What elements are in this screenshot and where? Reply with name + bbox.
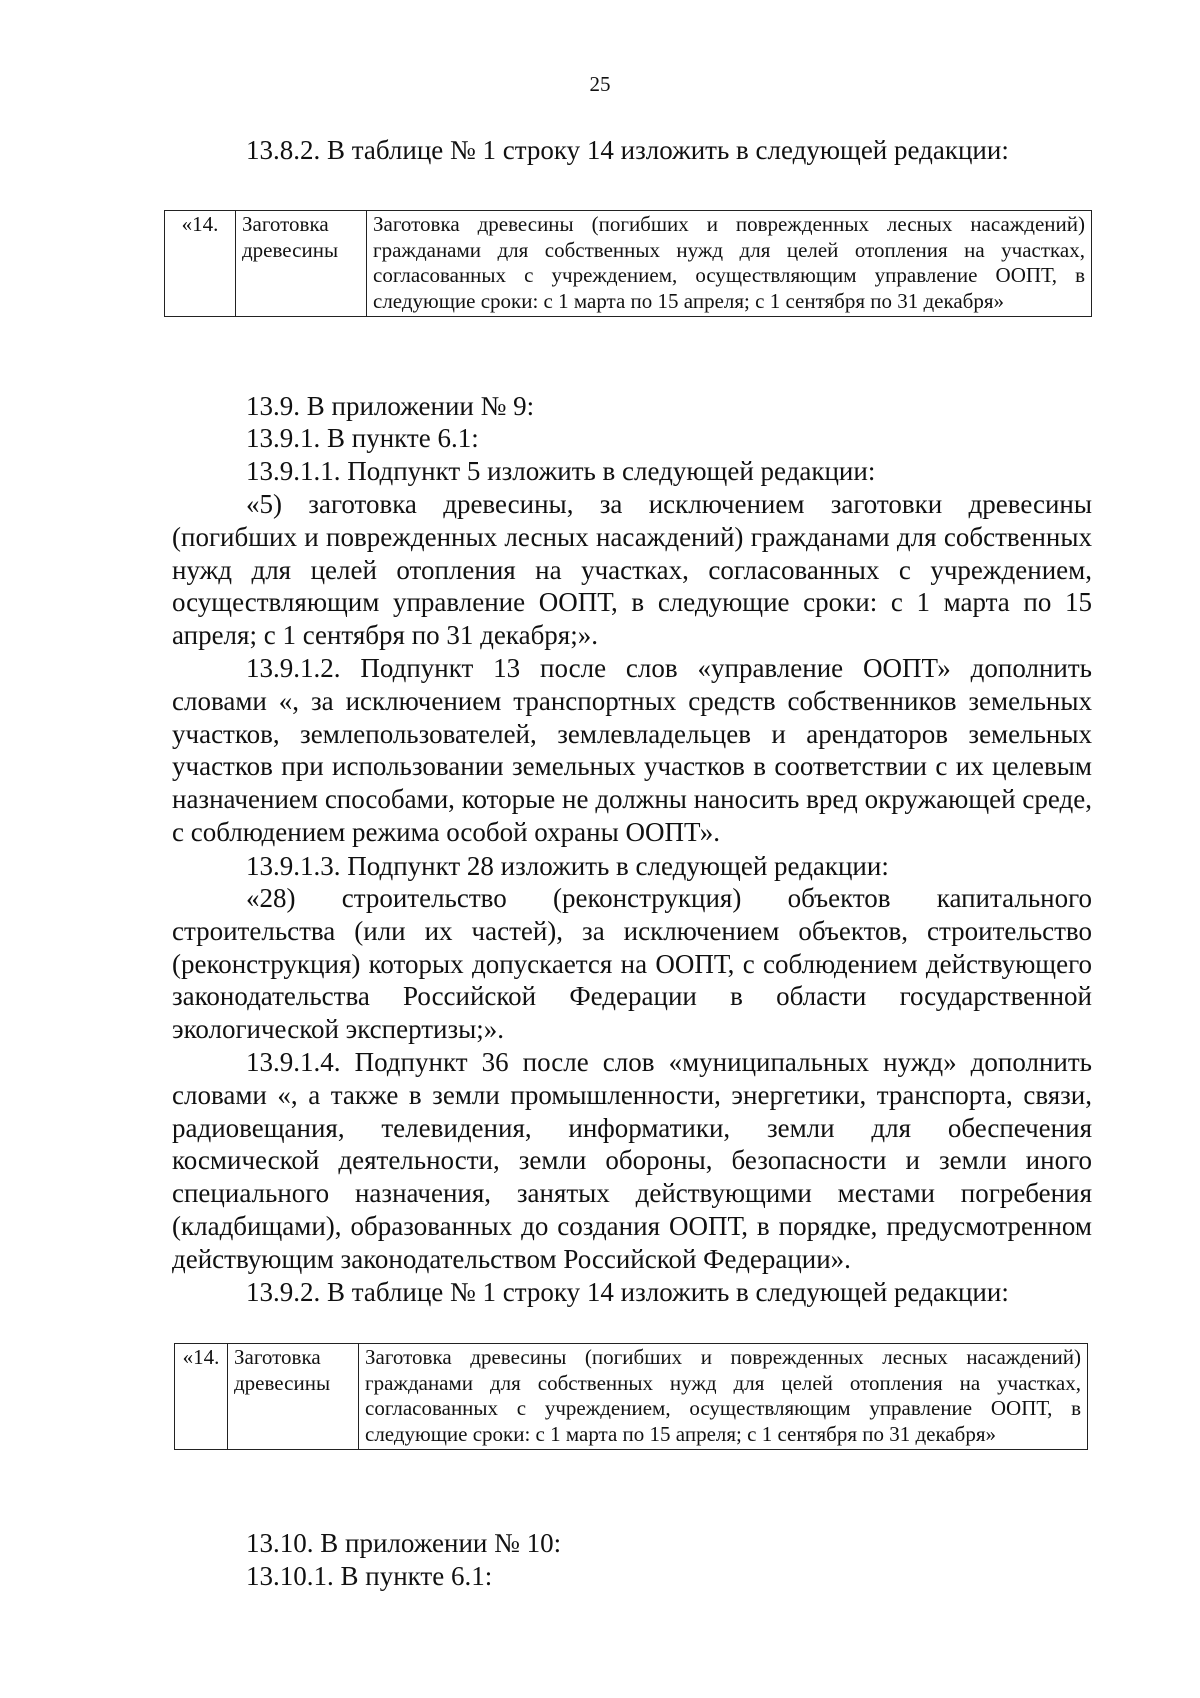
- amendment-table-1: [164, 210, 1092, 317]
- paragraph-13-9-1-2: 13.9.1.2. Подпункт 13 после слов «управление ООПТ» дополнить словами «, за исключением транспортных средств собственников земельных участков, землепользователей, землевладельцев и арендаторов земельных участков при использовании земельных участков в соответствии с их целевым назначением способами, которые не должны наносить вред окружающей среде, с соблюдением режима особой охраны ООПТ».: [172, 653, 1092, 847]
- paragraph-13-9-1: 13.9.1. В пункте 6.1:: [246, 423, 479, 453]
- paragraph-13-9-1-3: 13.9.1.3. Подпункт 28 изложить в следующей редакции:: [246, 851, 889, 881]
- table-cell-name: Заготовка древесины: [236, 211, 367, 317]
- paragraph-13-10: 13.10. В приложении № 10:: [246, 1528, 562, 1558]
- paragraph-13-9-2: 13.9.2. В таблице № 1 строку 14 изложить в следующей редакции:: [246, 1277, 1009, 1307]
- paragraph-subitem-5: «5) заготовка древесины, за исключением заготовки древесины (погибших и поврежденных лесных насаждений) гражданами для собственных нужд для целей отопления на участках, согласованных с учреждением, осуществляющим управление ООПТ, в следующие сроки: с 1 марта по 15 апреля; с 1 сентября по 31 декабря;».: [172, 489, 1092, 651]
- paragraph-13-9-1-4: 13.9.1.4. Подпункт 36 после слов «муниципальных нужд» дополнить словами «, а также в земли промышленности, энергетики, транспорта, связи, радиовещания, телевидения, информатики, земли для обеспечения космической деятельности, земли обороны, безопасности и земли иного специального назначения, занятых действующими местами погребения (кладбищами), образованных до создания ООПТ, в порядке, предусмотренном действующим законодательством Российской Федерации».: [172, 1047, 1092, 1274]
- paragraph-13-9: 13.9. В приложении № 9:: [246, 391, 535, 421]
- table-cell-description: Заготовка древесины (погибших и поврежденных лесных насаждений) гражданами для собственных нужд для целей отопления на участках, согласованных с учреждением, осуществляющим управление ООПТ, в следующие сроки: с 1 марта по 15 апреля; с 1 сентября по 31 декабря»: [367, 211, 1092, 317]
- page-number: 25: [589, 72, 611, 96]
- table-cell-description: Заготовка древесины (погибших и поврежденных лесных насаждений) гражданами для собственных нужд для целей отопления на участках, согласованных с учреждением, осуществляющим управление ООПТ, в следующие сроки: с 1 марта по 15 апреля; с 1 сентября по 31 декабря»: [359, 1344, 1088, 1450]
- table-row: [165, 211, 1092, 317]
- amendment-table-2: [174, 1343, 1088, 1450]
- paragraph-13-8-2: 13.8.2. В таблице № 1 строку 14 изложить в следующей редакции:: [246, 135, 1009, 165]
- paragraph-13-9-1-1: 13.9.1.1. Подпункт 5 изложить в следующей редакции:: [246, 456, 876, 486]
- paragraph-subitem-28: «28) строительство (реконструкция) объектов капитального строительства (или их частей), за исключением объектов, строительство (реконструкция) которых допускается на ООПТ, с соблюдением действующего законодательства Российской Федерации в области государственной экологической экспертизы;».: [172, 883, 1092, 1045]
- table-cell-number: «14.: [165, 211, 236, 317]
- table-row: [175, 1344, 1088, 1450]
- table-cell-name: Заготовка древесины: [228, 1344, 359, 1450]
- table-cell-number: «14.: [175, 1344, 228, 1450]
- paragraph-13-10-1: 13.10.1. В пункте 6.1:: [246, 1561, 493, 1591]
